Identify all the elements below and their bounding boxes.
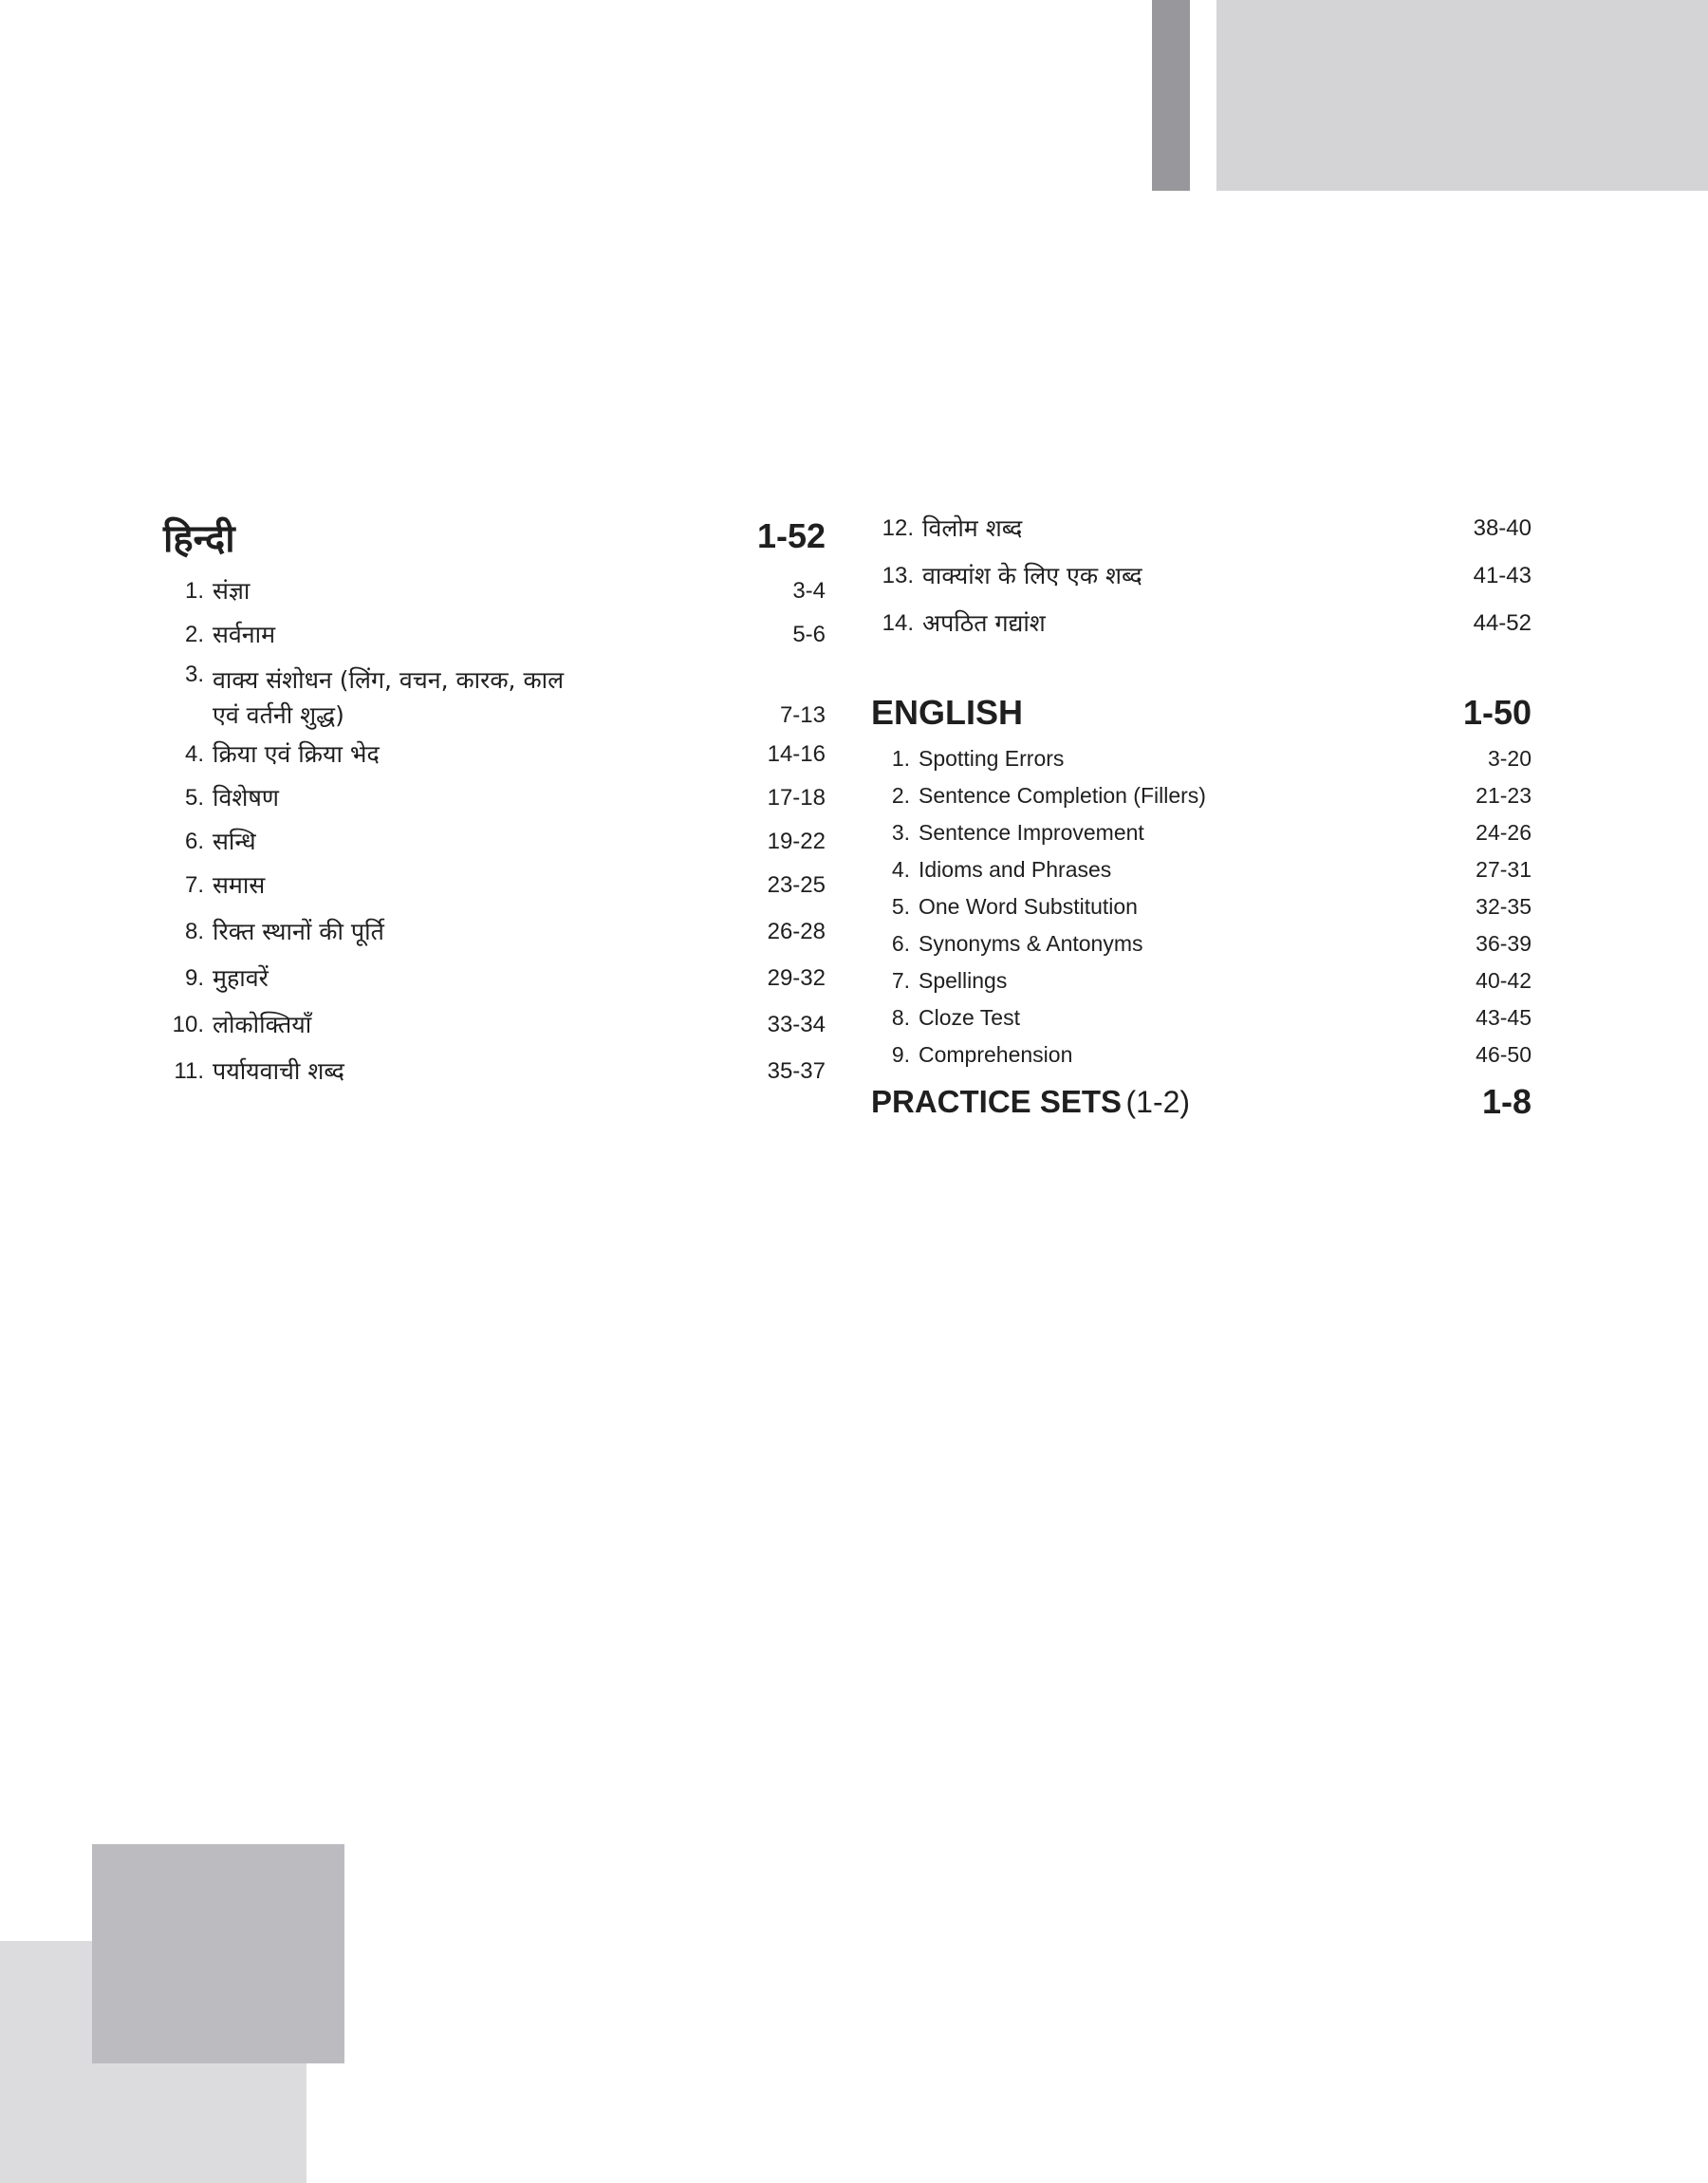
entry-pages: 46-50 [1476,1042,1532,1067]
entry-number: 13. [882,563,914,588]
toc-entry[interactable] [163,1050,826,1096]
toc-entry[interactable] [871,814,1532,851]
toc-column-left [163,503,826,1096]
entry-number: 7. [184,872,204,898]
toc-entry[interactable] [871,888,1532,925]
decorative-block-dark [1152,0,1190,191]
entry-title: Spotting Errors [919,746,1065,771]
entry-pages: 3-4 [792,578,826,604]
entry-number: 3. [891,820,910,845]
toc-entry[interactable] [163,613,826,657]
entry-number: 4. [184,741,204,767]
entry-number: 8. [891,1005,910,1030]
section-page-range: 1-52 [756,516,826,555]
entry-pages: 29-32 [767,965,826,991]
entry-title: पर्यायवाची शब्द [213,1057,344,1085]
section-page-range: 1-50 [1462,693,1532,732]
entry-title: विशेषण [213,784,279,812]
section-title: हिन्दी [163,516,235,561]
entry-title: वाक्यांश के लिए एक शब्द [922,562,1142,589]
entry-number: 11. [174,1058,204,1084]
entry-title: क्रिया एवं क्रिया भेद [213,740,380,768]
section-subtitle: (1-2) [1125,1085,1191,1119]
section-title-group [871,1084,1190,1120]
entry-number: 6. [184,829,204,854]
entry-number: 5. [891,894,910,919]
entry-number: 12. [882,515,914,541]
entry-pages: 26-28 [767,919,826,944]
toc-entry[interactable] [163,776,826,820]
entry-pages: 21-23 [1476,783,1532,808]
entry-pages: 24-26 [1476,820,1532,845]
entry-title-line1: वाक्य संशोधन (लिंग, वचन, कारक, काल [213,666,565,694]
toc-entry[interactable] [871,999,1532,1036]
toc-entry[interactable] [871,740,1532,777]
entry-pages: 40-42 [1476,968,1532,993]
entry-pages: 36-39 [1476,931,1532,956]
entry-number: 5. [184,785,204,811]
section-title: ENGLISH [871,693,1024,732]
entry-number: 9. [184,965,204,991]
entry-number: 4. [891,857,910,882]
toc-list-english [871,740,1532,1073]
entry-title: Comprehension [919,1042,1073,1067]
entry-pages: 7-13 [779,702,826,728]
entry-title: सन्धि [213,828,256,855]
entry-pages: 5-6 [792,622,826,647]
entry-pages: 43-45 [1476,1005,1532,1030]
toc-entry[interactable] [871,1036,1532,1073]
toc-entry[interactable] [871,925,1532,962]
toc-entry[interactable] [163,864,826,910]
entry-pages: 17-18 [767,785,826,811]
entry-title: मुहावरें [213,964,269,992]
toc-entry[interactable] [871,777,1532,814]
toc-entry[interactable] [871,552,1532,600]
toc-entry[interactable] [871,600,1532,647]
section-heading-practice-sets[interactable] [871,1081,1532,1123]
entry-number: 6. [891,931,910,956]
toc-list-hindi [163,569,826,1096]
entry-title: Sentence Improvement [919,820,1144,845]
entry-pages: 35-37 [767,1058,826,1084]
entry-number: 14. [882,610,914,636]
toc-entry[interactable] [163,820,826,864]
entry-number: 2. [891,783,910,808]
entry-title: विलोम शब्द [922,514,1023,542]
toc-entry[interactable] [163,910,826,957]
decorative-block-dark [92,1844,344,2063]
entry-number: 3. [184,662,204,687]
toc-entry[interactable] [163,733,826,776]
entry-title: Sentence Completion (Fillers) [919,783,1206,808]
entry-number: 8. [184,919,204,944]
toc-entry[interactable] [871,962,1532,999]
entry-title: Cloze Test [919,1005,1020,1030]
entry-number: 9. [891,1042,910,1067]
toc-entry[interactable] [871,505,1532,552]
entry-pages: 27-31 [1476,857,1532,882]
entry-number: 1. [184,578,204,604]
toc-entry[interactable] [163,569,826,613]
section-heading-hindi [163,503,826,569]
entry-title: रिक्त स्थानों की पूर्ति [213,918,384,945]
decorative-block-light [1216,0,1708,191]
toc-entry[interactable] [871,851,1532,888]
entry-pages: 23-25 [767,872,826,898]
section-title: PRACTICE SETS [871,1084,1123,1119]
entry-pages: 33-34 [767,1012,826,1037]
toc-column-right [871,505,1532,1123]
entry-number: 7. [891,968,910,993]
entry-pages: 38-40 [1473,515,1532,541]
toc-list-hindi-continued [871,505,1532,647]
section-page-range: 1-8 [1481,1082,1532,1121]
entry-title: One Word Substitution [919,894,1138,919]
section-heading-english [871,685,1532,740]
entry-pages: 32-35 [1476,894,1532,919]
entry-pages: 14-16 [767,741,826,767]
toc-entry[interactable] [163,1003,826,1050]
entry-pages: 41-43 [1473,563,1532,588]
entry-number: 1. [891,746,910,771]
entry-title: Idioms and Phrases [919,857,1112,882]
entry-title: Synonyms & Antonyms [919,931,1143,956]
entry-title: लोकोक्तियाँ [213,1011,312,1038]
entry-pages: 3-20 [1487,746,1532,771]
toc-entry[interactable] [163,957,826,1003]
entry-title: समास [213,871,266,899]
entry-number: 2. [184,622,204,647]
entry-title: Spellings [919,968,1008,993]
entry-pages: 44-52 [1473,610,1532,636]
entry-title [213,662,780,733]
entry-title: अपठित गद्यांश [922,609,1046,637]
entry-title: संज्ञा [213,577,251,605]
entry-title: सर्वनाम [213,621,276,648]
entry-title-line2: एवं वर्तनी शुद्ध) [213,701,344,729]
toc-entry[interactable] [163,657,826,733]
entry-pages: 19-22 [767,829,826,854]
entry-number: 10. [172,1012,204,1037]
